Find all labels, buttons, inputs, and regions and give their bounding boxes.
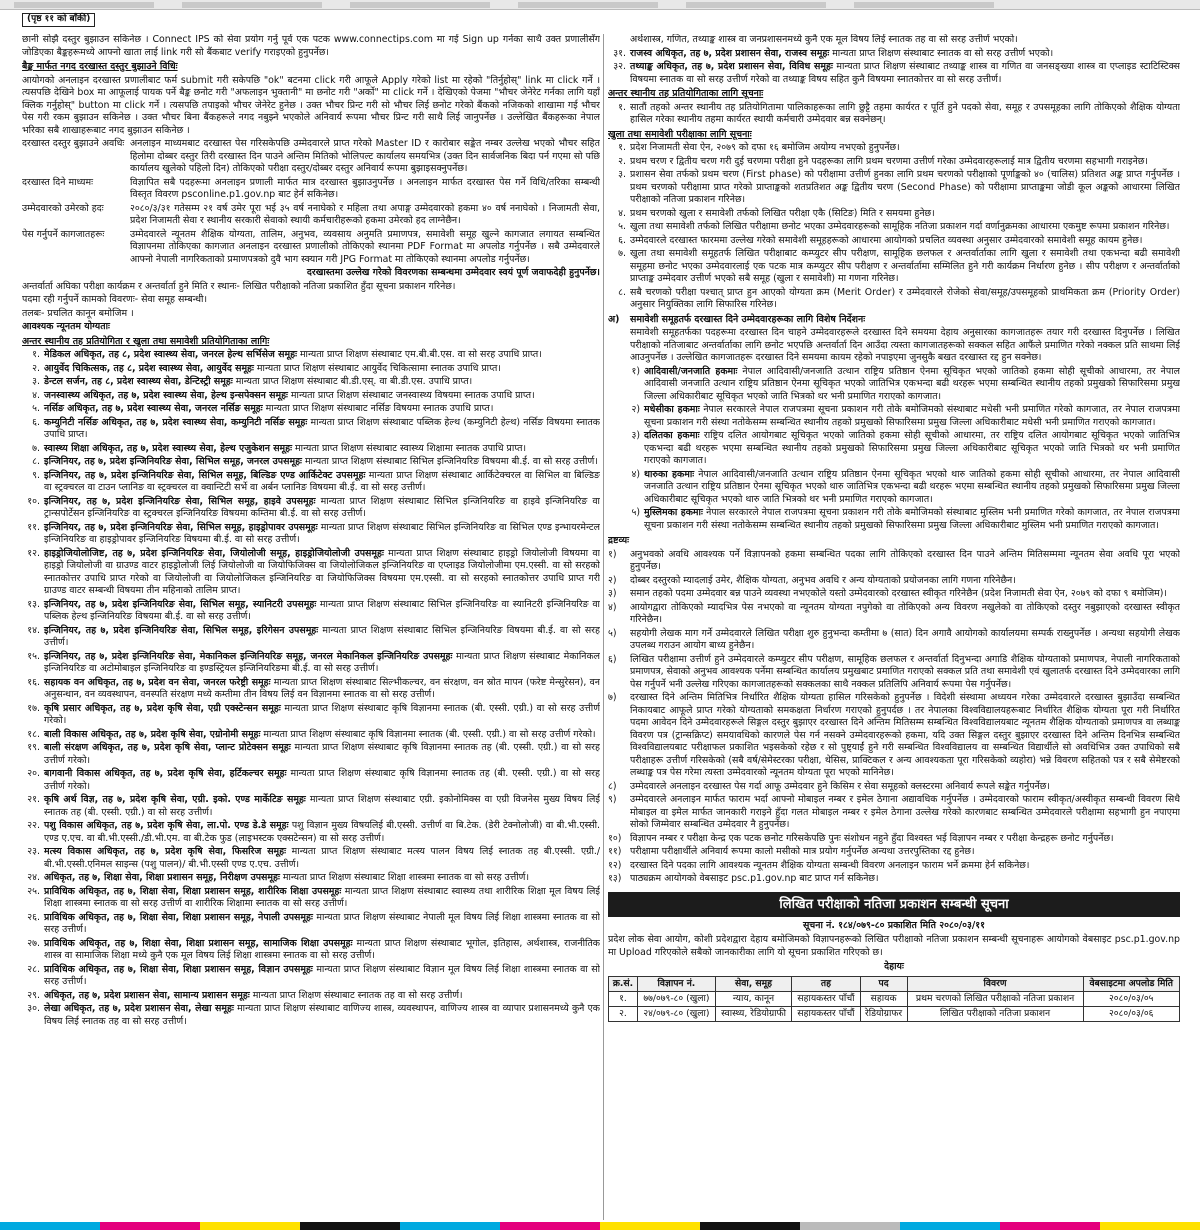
color-swatch bbox=[500, 1222, 600, 1230]
inter-local-heading: अन्तर स्थानीय तह प्रतियोगिताका लागि सूचनाः bbox=[608, 88, 764, 99]
table-cell: सहायकस्तर पाँचौं bbox=[792, 1007, 860, 1022]
color-swatch bbox=[200, 1222, 300, 1230]
results-notice-body: प्रदेश लोक सेवा आयोग, कोशी प्रदेशद्वारा देहाय बमोजिमको विज्ञापनहरूको लिखित परीक्षाको नतिजा प्रकाशन सम्बन्धी सूचनाहरू आयोगको वेबसाइट psc.p1.gov.np मा Upload गरिएकोले सबैको जानकारीका लागि यो सूचना प्रकाशित गरिएको छ। bbox=[608, 934, 1180, 958]
notes-heading: द्रष्टव्यः bbox=[608, 535, 629, 546]
note-item: ७) दरखास्त दिने अन्तिम मितिभित्र निर्धारित शैक्षिक योग्यता हासिल गरिसकेको हुनुपर्नेछ । विदेशी संस्थामा अध्ययन गरेका उम्मेदवारले दरखास्त बुझाउँदा सम्बन्धित निकायबाट आफूले प्राप्त गरेको योग्यताको समकक्षता निर्धारण गराएको हुनुपर्दछ । तर नेपालका विश्वविद्यालयहरूबाट निर्धारित शैक्षिक योग्यता पूरा गरी निर्धारित पदमा आवेदन दिने उम्मेदवारहरूले सिङ्गल दस्तुर बुझाएर दरखास्त दिने अन्तिम मितिसम्म सम्बन्धित विश्वविद्यालयबाट न्यूनतम शैक्षिक योग्यताको प्रमाणपत्र वा लब्धाङ्क विवरण पत्र (ट्रान्सक्रिप्ट) समयावधिको कारणले पेस गर्न नसक्ने उम्मेदवारहरूको हकमा, यदि उक्त सिङ्गल दस्तुर बुझाएर दरखास्त दिने अन्तिम दिनभित्र सम्बन्धित विश्वविद्यालयबाट परीक्षाफल प्रकाशित भइसकेको रहेछ र सो पुष्ट्याईं हुने गरी सम्बन्धित विश्वविद्यालय वा सम्बन्धित विद्यार्थीले सो अवधिभित्र उक्त उपाधिको सबै परीक्षाहरू उत्तीर्ण गरिसकेको (सबै वर्ष/सेमेस्टरका परीक्षा, थेसिस, प्राक्टिकल र अन्य आवश्यकता पूरा गरिसकेको व्यहोरा) भन्ने विवरण सहितको पत्र र सबै सेमेष्टरको लब्धाङ्क पत्र पेस गरेमा त्यस्ता उम्मेदवारको न्यूनतम योग्यता पूरा भएको मानिनेछ। bbox=[608, 692, 1180, 778]
qualification-item: ३१. राजस्व अधिकृत, तह ७, प्रदेश प्रशासन सेवा, राजस्व समूहः मान्यता प्राप्त शिक्षण संस्थाबाट स्नातक वा सो सरह उत्तीर्ण भएको। bbox=[613, 47, 1054, 59]
qualification-item: १६. सहायक वन अधिकृत, तह ७, प्रदेश वन सेवा, जनरल फरेष्ट्री समूहः मान्यता प्राप्त शिक्षण संस्थाबाट सिल्भीकल्चर, वन संरक्षण, वन स्रोत मापन (फरेष्ट मेन्सुरेसन), वन अनुसन्धान, वन व्यवस्थापन, वनस्पति संरक्षण मध्ये कम्तीमा तीन विषय लिई वन विज्ञानमा स्नातक वा सो सरह उत्तीर्ण। bbox=[27, 676, 600, 700]
results-table-header-cell: विज्ञापन नं. bbox=[638, 976, 716, 991]
inclusive-item: ५) मुस्लिमका हकमाः नेपाल सरकारले नेपाल राजपत्रमा सूचना प्रकाशन गरी तोके बमोजिमको संस्थाबाट मुस्लिम भनी प्रमाणित गरेको कागजात, तर नेपाल राजपत्रमा सूचना प्रकाशन गरी संस्था नतोकेसम्म सम्बन्धित स्थानीय तहको प्रमुखको सिफारिसमा प्रमुख जिल्ला अधिकारीबाट मुस्लिम भनी प्रमाणित गराएको कागजात। bbox=[631, 507, 1180, 531]
results-notice-number: सूचना नं. १८४/०७९-८० प्रकाशित मिति २०८०/०३/११ bbox=[802, 919, 986, 931]
results-detail-label: देहायः bbox=[884, 961, 904, 973]
bank-text: आयोगको अनलाइन दरखास्त प्रणालीबाट फर्म submit गरी सकेपछि "ok" बटनमा click गरी आफूले Apply गरेको list मा रहेको "तिर्नुहोस्" link मा click गर्ने । त्यसपछि देखिने box मा आफूलाई पायक पर्ने बैङ्क छनोट गरी "अफलाइन भुक्तानी" मा छनोट गरी "अर्को" मा click गर्ने । देखिएको पेजमा "भौचर जेनेरेट गर्नका लागि यहाँ क्लिक गर्नुहोस्" button मा click गर्ने । त्यसपछि तपाइको भौचर जेनेरेट हुनेछ । उक्त भौचर प्रिन्ट गरी सो भौचर लिई छनोट गरेको बैंकको नजिकको शाखामा गई भौचर पेस गरी रकम बुझाउन सकिनेछ । उक्त भौचर बिना बैंकहरूले नगद नबुझ्ने भएकोले अनिवार्य रूपमा भौचर प्रिन्ट गरी साथै लिई जानुपर्नेछ । उल्लेखित बैंकहरूका नेपाल भरिका सबै शाखाहरूबाट नगद बुझाउन सकिनेछ । bbox=[22, 74, 600, 136]
note-item: १०) विज्ञापन नम्बर र परीक्षा केन्द्र एक पटक छनोट गरिसकेपछि पुनः संशोधन नहुने हुँदा विश्वस्त भई विज्ञापन नम्बर र परीक्षा केन्द्रहरू छनोट गर्नुपर्नेछ। bbox=[608, 832, 1114, 844]
results-table-header-cell: सेवा, समूह bbox=[715, 976, 792, 991]
open-inclusive-item: ३. प्रशासन सेवा तर्फको प्रथम चरण (First phase) को परीक्षामा उत्तीर्ण हुनका लागि प्रथम चरणको परीक्षाको पूर्णाङ्कको ४० (चालिस) प्रतिशत अङ्क प्राप्त गर्नुपर्नेछ । प्रथम चरणको परीक्षामा प्राप्त गरेको प्राप्ताङ्कको शतप्रतिशत अङ्क द्वितीय चरण (Second Phase) को परीक्षामा प्राप्ताङ्कमा जोडी कूल अङ्कको आधारमा लिखित परीक्षाको नतिजा प्रकाशन गरिनेछ। bbox=[618, 169, 1180, 205]
qualification-item: १५. इन्जिनियर, तह ७, प्रदेश इन्जिनियरिङ सेवा, मेकानिकल इन्जिनियरिङ समूह, जनरल मेकानिकल इन्जिनियरिङ उपसमूहः मान्यता प्राप्त शिक्षण संस्थाबाट मेकानिकल इन्जिनियरिङ वा अटोमोबाइल इन्जिनियरिङ वा इण्डस्ट्रियल इन्जिनियरिङमा बी.ई. वा सो सरह उत्तीर्ण। bbox=[27, 650, 600, 674]
open-inclusive-item: २. प्रथम चरण र द्वितीय चरण गरी दुई चरणमा परीक्षा हुने पदहरूका लागि प्रथम चरणमा उत्तीर्ण गरेका उम्मेदवारहरूलाई मात्र द्वितीय चरणमा सहभागी गराइनेछ। bbox=[618, 155, 1148, 167]
qualification-list bbox=[22, 349, 600, 1028]
qualification-item: १८. बाली विकास अधिकृत, तह ७, प्रदेश कृषि सेवा, एग्रोनोमी समूहः मान्यता प्राप्त शिक्षण संस्थाबाट कृषि विज्ञानमा स्नातक (बी. एस्सी. एग्री.) वा सो सरह उत्तीर्ण गरेको। bbox=[27, 728, 596, 740]
table-cell: १. bbox=[609, 992, 638, 1007]
color-swatch bbox=[300, 1222, 400, 1230]
open-inclusive-item: ६. उम्मेदवारले दरखास्त फारममा उल्लेख गरेको समावेशी समूहहरूको आधारमा आयोगको प्रचलित व्यवस्था अनुसार उम्मेदवारको समावेशी समूह कायम हुनेछ। bbox=[618, 234, 1143, 246]
column-divider bbox=[603, 34, 604, 1220]
notes-list bbox=[608, 549, 1180, 886]
color-swatch bbox=[1000, 1222, 1100, 1230]
color-swatch bbox=[900, 1222, 1000, 1230]
inclusive-heading-row: अ) समावेशी समूहतर्फ दरखास्त दिने उम्मेदवारहरूका लागि विशेष निर्देशनः bbox=[608, 313, 1180, 327]
results-table-header-cell: वेबसाइटमा अपलोड मिति bbox=[1083, 976, 1180, 991]
table-cell: न्याय, कानून bbox=[715, 992, 792, 1007]
inter-local-open-heading: अन्तर स्थानीय तह प्रतियोगिता र खुला तथा समावेशी प्रतियोगिताका लागिः bbox=[22, 335, 270, 347]
qualification-item: ३२. तथ्याङ्क अधिकृत, तह ७, प्रदेश प्रशासन सेवा, विविध समूहः मान्यता प्राप्त शिक्षण संस्थाबाट तथ्याङ्क शास्त्र वा गणित वा जनसङ्ख्या शास्त्र वा एप्लाइड स्टाटिस्टिक्स विषयमा स्नातक वा सो सरह उत्तीर्ण गरेको वा तथ्याङ्क विषय सहित कुनै विषयमा स्नातकोत्तर वा सो सरह उत्तीर्ण। bbox=[613, 61, 1180, 85]
note-item: १) अनुभवको अवधि आवश्यक पर्ने विज्ञापनको हकमा सम्बन्धित पदका लागि तोकिएको दरखास्त दिन पाउने अन्तिम मितिसम्ममा न्यूनतम सेवा अवधि पूरा भएको हुनुपर्नेछ। bbox=[608, 548, 1180, 572]
page-continuation-tag: (पृष्ठ ११ को बाँकी) bbox=[22, 13, 95, 27]
qualification-item: ६. कम्युनिटी नर्सिङ अधिकृत, तह ७, प्रदेश स्वास्थ्य सेवा, कम्युनिटी नर्सिङ समूहः मान्यता प्राप्त शिक्षण संस्थाबाट पब्लिक हेल्थ (कम्युनिटी हेल्थ) नर्सिङ विषयमा स्नातक उपाधि प्राप्त। bbox=[32, 416, 600, 440]
qualification-item: ३०. लेखा अधिकृत, तह ७, प्रदेश प्रशासन सेवा, लेखा समूहः मान्यता प्राप्त शिक्षण संस्थाबाट वाणिज्य शास्त्र, व्यवस्थापन, वाणिज्य शास्त्र वा व्यापार प्रशासनमध्ये कुनै एक विषय लिई स्नातक तह वा सो सरह उत्तीर्ण। bbox=[27, 1003, 600, 1027]
qualification-item: २५. प्राविधिक अधिकृत, तह ७, शिक्षा सेवा, शिक्षा प्रशासन समूह, शारीरिक शिक्षा उपसमूहः मान्यता प्राप्त शिक्षण संस्थाबाट स्वास्थ्य तथा शारीरिक शिक्षा मूल विषय लिई शिक्षा शास्त्रमा स्नातक वा सो सरह उत्तीर्ण वा शारीरिक शिक्षामा स्नातक वा सो सरह उत्तीर्ण। bbox=[27, 885, 600, 909]
table-cell: सहायक bbox=[860, 992, 907, 1007]
qualification-item: ३. डेन्टल सर्जन, तह ८, प्रदेश स्वास्थ्य सेवा, डेन्टिस्ट्री समूहः मान्यता प्राप्त शिक्षण संस्थाबाट बी.डी.एस्. वा बी.डी.एस. उपाधि प्राप्त। bbox=[32, 376, 473, 387]
open-inclusive-item: ५. खुला तथा समावेशी तर्फको लिखित परीक्षामा छनोट भएका उम्मेदवारहरूको सामूहिक नतिजा प्रकाशन गर्दा वर्णानुक्रमका आधारमा एकमुष्ट रूपमा प्रकाशन गरिनेछ। bbox=[618, 221, 1170, 232]
table-row bbox=[609, 992, 1180, 1007]
color-swatch bbox=[600, 1222, 700, 1230]
min-qual-heading: आवश्यक न्यूनतम योग्यताः bbox=[22, 321, 110, 332]
qualification-item: २८. प्राविधिक अधिकृत, तह ७, शिक्षा सेवा, शिक्षा प्रशासन समूह, विज्ञान उपसमूहः मान्यता प्राप्त शिक्षण संस्थाबाट विज्ञान मूल विषय लिई शिक्षा शास्त्रमा स्नातक वा सो सरह उत्तीर्ण। bbox=[27, 963, 600, 987]
table-row bbox=[609, 1007, 1180, 1022]
table-cell: २. bbox=[609, 1007, 638, 1022]
qualification-item: २७. प्राविधिक अधिकृत, तह ७, शिक्षा सेवा, शिक्षा प्रशासन समूह, सामाजिक शिक्षा उपसमूहः मान्यता प्राप्त शिक्षण संस्थाबाट भूगोल, इतिहास, अर्थशास्त्र, राजनीतिक शास्त्र वा सामाजिक शिक्षा मध्ये कुनै एक मूल विषय लिई शिक्षा शास्त्रमा स्नातक वा सो सरह उत्तीर्ण। bbox=[27, 937, 600, 961]
table-cell: २०८०/०३/०५ bbox=[1083, 992, 1180, 1007]
qualification-item: १३. इन्जिनियर, तह ७, प्रदेश इन्जिनियरिङ सेवा, सिभिल समूह, स्यानिटरी उपसमूहः मान्यता प्राप्त शिक्षण संस्थाबाट सिभिल इन्जिनियरिङ वा स्यानिटरी इन्जिनियरिङ वा पब्लिक हेल्थ इन्जिनियरिङ विषयमा बी.ई. वा सो सरह उत्तीर्ण। bbox=[27, 598, 600, 622]
qualification-list-cont bbox=[608, 48, 1180, 87]
inclusive-list bbox=[622, 366, 1180, 533]
open-inclusive-item: ४. प्रथम चरणको खुला र समावेशी तर्फको लिखित परीक्षा एकै (सिटिङ) मिति र समयमा हुनेछ। bbox=[618, 207, 935, 219]
qualification-item: १४. इन्जिनियर, तह ७, प्रदेश इन्जिनियरिङ सेवा, सिभिल समूह, इरिगेसन उपसमूहः मान्यता प्राप्त शिक्षण संस्थाबाट सिभिल इन्जिनियरिङ विषयमा बी.ई. वा सो सरह उत्तीर्ण। bbox=[27, 624, 600, 648]
qualification-item: २४. अधिकृत, तह ७, शिक्षा सेवा, शिक्षा प्रशासन समूह, निरीक्षण उपसमूहः मान्यता प्राप्त शिक्षण संस्थाबाट शिक्षा शास्त्रमा स्नातक वा सो सरह उत्तीर्ण। bbox=[27, 872, 530, 883]
open-inclusive-list bbox=[608, 142, 1180, 312]
table-cell: सहायकस्तर पाँचौं bbox=[792, 992, 860, 1007]
results-notice-title: लिखित परीक्षाको नतिजा प्रकाशन सम्बन्धी सूचना bbox=[608, 892, 1180, 917]
color-swatch bbox=[1100, 1222, 1200, 1230]
note-item: १२) दरखास्त दिने पदका लागि आवश्यक न्यूनतम शैक्षिक योग्यता सम्बन्धी विवरण अनलाइन फाराम भर्ने क्रममा हेर्न सकिनेछ। bbox=[608, 859, 1030, 871]
table-cell: २४/०७९-८० (खुला) bbox=[638, 1007, 716, 1022]
note-item: ११) परीक्षामा परीक्षार्थीले अनिवार्य रूपमा कालो मसीको मात्र प्रयोग गर्नुपर्नेछ अन्यथा उत्तरपुस्तिका रद्द हुनेछ। bbox=[608, 846, 975, 857]
left-column bbox=[22, 34, 600, 1222]
qualification-item: १०. इन्जिनियर, तह ७, प्रदेश इन्जिनियरिङ सेवा, सिभिल समूह, हाइवे उपसमूहः मान्यता प्राप्त शिक्षण संस्थाबाट सिभिल इन्जिनियरिङ वा हाइवे इन्जिनियरिङ वा ट्रान्सपोर्टेसन इन्जिनियरिङ वा स्ट्रक्चरल इन्जिनियरिङ विषयमा कम्तिमा बी.ई. वा सो सरह उत्तीर्ण। bbox=[27, 495, 600, 519]
inclusive-intro: समावेशी समूहतर्फका पदहरूमा दरखास्त दिन चाहने उम्मेदवारहरूले दरखास्त दिने समयमा देहाय अनुसारका कागजातहरू तयार गरी दरखास्त दिनुपर्नेछ । लिखित परीक्षाको नतिजाबाट अन्तर्वार्ताका लागि छनोट भएपछि अन्तर्वार्ता दिन आउँदा त्यस्ता कागजातहरूको सक्कल सहित आफैंले प्रमाणित गरेको नक्कल प्रति साथमा लिई आउनुपर्नेछ । उल्लेखित कागजातहरू दरखास्त दिने समयमा कायम रहेको नपाइएमा जुनसुकै बखत दरखास्त रद्द हुन सक्नेछ। bbox=[630, 327, 1180, 363]
note-item: ४) आयोगद्वारा तोकिएको म्यादभित्र पेस नभएको वा न्यूनतम योग्यता नपुगेको वा तोकिएको अन्य विवरण नखुलेको वा तोकिएको दस्तुर नबुझाएको दरखास्त स्वीकृत गरिनेछैन। bbox=[608, 601, 1180, 625]
table-cell: २०८०/०३/०६ bbox=[1083, 1007, 1180, 1022]
results-table-header-cell: विवरण bbox=[907, 976, 1083, 991]
qualification-item: २६. प्राविधिक अधिकृत, तह ७, शिक्षा सेवा, शिक्षा प्रशासन समूह, नेपाली उपसमूहः मान्यता प्राप्त शिक्षण संस्थाबाट नेपाली मूल विषय लिई शिक्षा शास्त्रमा स्नातक वा सो सरह उत्तीर्ण। bbox=[27, 911, 600, 935]
note-item: ५) सहयोगी लेखक माग गर्ने उम्मेदवारले लिखित परीक्षा शुरु हुनुभन्दा कम्तीमा ७ (सात) दिन अगावै आयोगको कार्यालयमा सम्पर्क राख्नुपर्नेछ । अन्यथा सहयोगी लेखक उपलब्ध गराउन आयोग बाध्य हुनेछैन। bbox=[608, 627, 1180, 651]
bank-heading: बैङ्क मार्फत नगद दरखास्त दस्तुर बुझाउने विधिः bbox=[22, 61, 178, 72]
inclusive-item: ४) थारुका हकमाः नेपाल आदिवासी/जनजाति उत्थान राष्ट्रिय प्रतिष्ठान ऐनमा सूचिकृत भएको थारु जातिको हकमा सोही सूचीको आधारमा, तर नेपाल आदिवासी जनजाति उत्थान राष्ट्रिय प्रतिष्ठान ऐनमा सूचिकृत भएको थारु जातिभित्र एकभन्दा बढी थरहरू भएमा सम्बन्धित स्थानीय तहको प्रमुखको सिफारिसमा प्रमुख जिल्ला अधिकारीबाट सूचिकृत भएको थारु जाति भित्रको थर भनी प्रमाणित गराएको कागजात। bbox=[631, 468, 1180, 505]
note-item: २) दोब्बर दस्तुरको म्यादलाई उमेर, शैक्षिक योग्यता, अनुभव अवधि र अन्य योग्यताको प्रयोजनका लागि गणना गरिनेछैन। bbox=[608, 574, 1016, 586]
results-table-header bbox=[609, 976, 1180, 991]
color-swatch bbox=[100, 1222, 200, 1230]
table-cell: प्रथम चरणको लिखित परीक्षाको नतिजा प्रकाशन bbox=[907, 992, 1083, 1007]
note-item: ६) लिखित परीक्षामा उत्तीर्ण हुने उम्मेदवारले कम्प्युटर सीप परीक्षण, सामूहिक छलफल र अन्तर्वार्ता दिनुभन्दा अगाडि शैक्षिक योग्यताको प्रमाणपत्र, नेपाली नागरिकताको प्रमाणपत्र, सेवाको अनुभव आवश्यक पर्नेमा सम्बन्धित कार्यालय प्रमुखबाट प्रमाणित गराएको सक्कल प्रति तथा समावेशी एवं खुलातर्फ दरखास्त दिने उम्मेदवारका लागि पेस गर्नुपर्ने भनी उल्लेख गरिएका कागजातहरूको सक्कलका साथै नक्कल प्रतिलिपि अनिवार्य रूपमा पेस गर्नुपर्नेछ। bbox=[608, 653, 1180, 690]
qualification-item: २१. कृषि अर्थ विज्ञ, तह ७, प्रदेश कृषि सेवा, एग्री. इको. एण्ड मार्केटिङ समूहः मान्यता प्राप्त शिक्षण संस्थाबाट एग्री. इकोनोमिक्स वा एग्री विजनेस मुख्य विषय लिई स्नातक तह (बी. एस्सी. एग्री.) वा सो सरह उत्तीर्ण। bbox=[27, 794, 600, 818]
right-column bbox=[608, 34, 1180, 1222]
table-cell: ७७/०७९-८० (खुला) bbox=[638, 992, 716, 1007]
kv-row: पेस गर्नुपर्ने कागजातहरूः उम्मेदवारले न्यूनतम शैक्षिक योग्यता, तालिम, अनुभव, व्यवसाय अनुमति प्रमाणपत्र, समावेशी समूह खुल्ने कागजात लगायत सम्बन्धित विज्ञापनमा तोकिएका कागजात अनलाइन दरखास्त प्रणालीको तोकिएको स्थानमा PDF Format मा अपलोड गर्नुपर्नेछ । सबै उम्मेदवारले आफ्नो नेपाली नागरिकताको प्रमाणपत्रको दुवै भाग स्क्यान गरी JPG Format मा तोकिएको स्थानमा अपलोड गर्नुपर्नेछ। bbox=[22, 228, 600, 265]
open-inclusive-item: १. प्रदेश निजामती सेवा ऐन, २०७९ को दफा १६ बमोजिम अयोग्य नभएको हुनुपर्नेछ। bbox=[618, 142, 900, 153]
results-table bbox=[608, 976, 1180, 1023]
open-inclusive-item: ७. खुला तथा समावेशी समूहतर्फ लिखित परीक्षाबाट कम्प्युटर सीप परीक्षण, सामूहिक छलफल र अन्तर्वार्ताका लागि खुला र समावेशी तथा एकभन्दा बढी समावेशी समूहमा छनोट भएका उम्मेदवारलाई एक पटक मात्र कम्प्युटर सीप परीक्षण र अन्तर्वार्तामा सम्मिलित हुने गरी कार्यक्रम निर्धारण हुनेछ । सीप परीक्षण र अन्तर्वार्ताको प्राप्ताङ्क उम्मेदवार उत्तीर्ण भएको सबै समूह (खुला र समावेशी) मा गणना गरिनेछ। bbox=[618, 248, 1180, 284]
inclusive-item: १) आदिवासी/जनजाति हकमाः नेपाल आदिवासी/जनजाति उत्थान राष्ट्रिय प्रतिष्ठान ऐनमा सूचिकृत भएको जातिको हकमा सोही सूचीको आधारमा, तर नेपाल आदिवासी जनजाति उत्थान राष्ट्रिय प्रतिष्ठान ऐनमा सूचिकृत भएको जातिभित्र एकभन्दा बढी थरहरू भएमा सम्बन्धित स्थानीय तहको प्रमुखको सिफारिसमा प्रमुख जिल्ला अधिकारीबाट सूचिकृत भएको जाति भित्रको थर भनी प्रमाणित गराएको कागजात। bbox=[631, 365, 1180, 402]
responsibility-note: दरखास्तमा उल्लेख गरेको विवरणका सम्बन्धमा उम्मेदवार स्वयं पूर्ण जवाफदेही हुनुपर्नेछ। bbox=[306, 267, 600, 278]
table-cell: लिखित परीक्षाको नतिजा प्रकाशन bbox=[907, 1007, 1083, 1022]
qualification-item: ४. जनस्वास्थ्य अधिकृत, तह ७, प्रदेश स्वास्थ्य सेवा, हेल्थ इन्सपेक्सन समूहः मान्यता प्राप्त शिक्षण संस्थाबाट जनस्वास्थ्य विषयमा स्नातक उपाधि प्राप्त। bbox=[32, 389, 535, 401]
open-inclusive-heading: खुला तथा समावेशी परीक्षाका लागि सूचनाः bbox=[608, 128, 752, 140]
color-swatch bbox=[0, 1222, 100, 1230]
inclusive-item: २) मधेसीका हकमाः नेपाल सरकारले नेपाल राजपत्रमा सूचना प्रकाशन गरी तोके बमोजिमको संस्थाबाट मधेसी भनी प्रमाणित गरेको कागजात, तर नेपाल राजपत्रमा सूचना प्रकाशन गरी संस्था नतोकेसम्म सम्बन्धित स्थानीय तहको प्रमुखको सिफारिसमा प्रमुख जिल्ला अधिकारीबाट मधेसी भनी प्रमाणित गराएको कागजात। bbox=[631, 404, 1180, 428]
qualification-item: ७. स्वास्थ्य शिक्षा अधिकृत, तह ७, प्रदेश स्वास्थ्य सेवा, हेल्थ एजुकेशन समूहः मान्यता प्राप्त शिक्षण संस्थाबाट स्वास्थ्य शिक्षामा स्नातक उपाधि प्राप्त। bbox=[32, 442, 527, 454]
inclusive-item: ३) दलितका हकमाः राष्ट्रिय दलित आयोगबाट सूचिकृत भएको जातिको हकमा सोही सूचीको आधारमा, तर राष्ट्रिय दलित आयोगबाट सूचिकृत भएको जातिभित्र एकभन्दा बढी थरहरू भएमा सम्बन्धित स्थानीय तहको प्रमुखको सिफारिसमा प्रमुख जिल्ला अधिकारीबाट सूचिकृत भएको जाति भित्रको थर भनी प्रमाणित गराएको कागजात। bbox=[631, 430, 1180, 466]
inter-local-list bbox=[608, 102, 1180, 127]
qualification-item: १. मेडिकल अधिकृत, तह ८, प्रदेश स्वास्थ्य सेवा, जनरल हेल्थ सर्भिसेज समूहः मान्यता प्राप्त शिक्षण संस्थाबाट एम.बी.बी.एस. वा सो सरह उपाधि प्राप्त। bbox=[32, 349, 542, 360]
kv-row: दरखास्त दिने माध्यमः विज्ञापित सबै पदहरूमा अनलाइन प्रणाली मार्फत मात्र दरखास्त बुझाउनुपर्नेछ । अनलाइन मार्फत दरखास्त पेस गर्ने विधि/तरिका सम्बन्धी विस्तृत विवरण psconline.p1.gov.np बाट हेर्न सकिनेछ। bbox=[22, 176, 600, 200]
note-item: १३) पाठ्यक्रम आयोगको वेबसाइट psc.p1.gov.np बाट प्राप्त गर्न सकिनेछ। bbox=[608, 873, 879, 884]
note-item: ८) उम्मेदवारले अनलाइन दरखास्त पेस गर्दा आफू उम्मेदवार हुने किसिम र सेवा समूहको क्लस्टरमा अनिवार्य रूपले सङ्केत गर्नुपर्नेछ। bbox=[608, 780, 1050, 792]
print-color-bar bbox=[0, 1222, 1200, 1230]
salary-line: तलबः- प्रचलित कानून बमोजिम । bbox=[22, 307, 134, 319]
color-swatch bbox=[800, 1222, 900, 1230]
qualification-item: २०. बागवानी विकास अधिकृत, तह ७, प्रदेश कृषि सेवा, हर्टिकल्चर समूहः मान्यता प्राप्त शिक्षण संस्थाबाट कृषि विज्ञानमा स्नातक तह (बी. एस्सी. एग्री.) वा सो सरह उत्तीर्ण गरेको। bbox=[27, 768, 600, 792]
continued-item: अर्थशास्त्र, गणित, तथ्याङ्क शास्त्र वा जनप्रशासनमध्ये कुनै एक मूल विषय लिई स्नातक तह वा सो सरह उत्तीर्ण भएको। bbox=[630, 34, 1018, 45]
qualification-item: ९. इन्जिनियर, तह ७, प्रदेश इन्जिनियरिङ सेवा, सिभिल समूह, बिल्डिङ एण्ड आर्किटेक्ट उपसमूहः मान्यता प्राप्त शिक्षण संस्थाबाट आर्किटेक्चरल वा सिभिल वा बिल्डिङ वा स्ट्रक्चरल वा टाउन प्लानिङ वा स्ट्रक्चरल वा क्वान्टिटी सर्भे वा अर्बन प्लानिङ विषयमा बी.ई. वा सो सरह उत्तीर्ण। bbox=[32, 469, 600, 493]
note-item: ९) उम्मेदवारले अनलाइन मार्फत फाराम भर्दा आफ्नो मोबाइल नम्बर र इमेल ठेगाना अद्यावधिक गर्नुपर्नेछ । उम्मेदवारको फाराम स्वीकृत/अस्वीकृत सम्बन्धी विवरण सिधै मोबाइल वा इमेल मार्फत जानकारी गराइने हुँदा गलत मोबाइल नम्बर र इमेल ठेगाना उल्लेख गरेको कारणबाट सम्बन्धित उम्मेदवारले परीक्षामा सहभागी हुन नपाएमा सोको जिम्मेवार सम्बन्धित उम्मेदवार नै हुनुपर्नेछ। bbox=[608, 794, 1180, 830]
work-line: पदमा रही गर्नुपर्ने कामको विवरणः- सेवा समूह सम्बन्धी। bbox=[22, 294, 208, 305]
table-cell: स्वास्थ्य, रेडियोग्राफी bbox=[715, 1007, 792, 1022]
qualification-item: २२. पशु विकास अधिकृत, तह ७, प्रदेश कृषि सेवा, ला.पो. एण्ड डे.डे समूहः पशु विज्ञान मुख्य विषयलिई बी.एस्सी. उत्तीर्ण वा बि.टेक. (डेरी टेक्नोलोजी) वा बी.भी.एस्सी. एण्ड ए.एच. वा बी.भी.एस्सी./डी.भी.एम. वा बी.टेक फुड (लाइभस्टक एक्सटेन्सन) वा सो सरह उत्तीर्ण। bbox=[27, 820, 600, 844]
results-table-header-cell: तह bbox=[792, 976, 860, 991]
qualification-item: ५. नर्सिङ अधिकृत, तह ७, प्रदेश स्वास्थ्य सेवा, जनरल नर्सिङ समूहः मान्यता प्राप्त शिक्षण संस्थाबाट नर्सिङ विषयमा स्नातक उपाधि प्राप्त। bbox=[32, 403, 494, 414]
color-swatch bbox=[700, 1222, 800, 1230]
qualification-item: १९. बाली संरक्षण अधिकृत, तह ७, प्रदेश कृषि सेवा, प्लान्ट प्रोटेक्सन समूहः मान्यता प्राप्त शिक्षण संस्थाबाट कृषि विज्ञानमा स्नातक तह (बी. एस्सी. एग्री.) वा सो सरह उत्तीर्ण गरेको। bbox=[27, 742, 600, 766]
results-table-header-cell: क्र.सं. bbox=[609, 976, 638, 991]
qualification-item: २. आयुर्वेद चिकित्सक, तह ८, प्रदेश स्वास्थ्य सेवा, आयुर्वेद समूहः मान्यता प्राप्त शिक्षण संस्थाबाट आयुर्वेद चिकित्सामा स्नातक उपाधि प्राप्त। bbox=[32, 362, 501, 374]
results-table-header-cell: पद bbox=[860, 976, 907, 991]
note-item: ३) समान तहको पदमा उम्मेदवार बन्न पाउने व्यवस्था नभएकोले यस्तो उम्मेदवारको दरखास्त स्वीकृत गरिनेछैन (प्रदेश निजामती सेवा ऐन, २०७९ को दफा ९ बमोजिम)। bbox=[608, 588, 1167, 599]
color-swatch bbox=[400, 1222, 500, 1230]
interview-line: अन्तर्वार्ता अघिका परीक्षा कार्यक्रम र अन्तर्वार्ता हुने मिति र स्थानः- लिखित परीक्षाको नतिजा प्रकाशित हुँदा सूचना प्रकाशन गरिनेछ। bbox=[22, 280, 456, 292]
inter-local-item: १. सातौं तहको अन्तर स्थानीय तह प्रतियोगितामा पालिकाहरूका लागि छुट्टै तहमा कार्यरत र पूर्ति हुने पदको सेवा, समूह र उपसमूहका लागि तोकिएको शैक्षिक योग्यता हासिल गरेका स्थानीय तहमा कार्यरत स्थायी कर्मचारी उम्मेदवार बन्न सक्नेछन्। bbox=[618, 101, 1180, 125]
qualification-item: १२. हाइड्रोजियोलोजिष्ट, तह ७, प्रदेश इन्जिनियरिङ सेवा, जियोलोजी समूह, हाइड्रोजियोलोजी उपसमूहः मान्यता प्राप्त शिक्षण संस्थाबाट हाइड्रो जियोलोजी विषयमा वा हाइड्रो जियोलोजी वा ग्राउण्ड वाटर हाइड्रोलोजी लिई जियोलोजी वा जियोफिजिक्स वा जियोलोजिकल इन्जिनियरिङ वा एप्लाइड जियोलोजीमा एम.एस्सी. वा सो सरहको स्नातकोत्तर उपाधि प्राप्त गरेको वा जियोलोजी वा जियोलोजिकल इन्जिनियरिङ वा जियोफिजिक्स विषयमा एम.एस्सी. वा सो सरहको स्नातकोत्तर उपाधि प्राप्त गरी ग्राउण्ड वाटर सम्बन्धी विषयमा तीन महिनाको तालिम प्राप्त। bbox=[27, 547, 600, 596]
connectips-intro: छानी सोझै दस्तुर बुझाउन सकिनेछ । Connect IPS को सेवा प्रयोग गर्नु पूर्व एक पटक www.connectips.com मा गई Sign up गर्नका साथै उक्त प्रणालीसँग जोडिएका बैङ्कहरूमध्ये आफ्नो खाता लाई link गरी सो बैंकबाट verify गराइएको हुनुपर्नेछ। bbox=[22, 34, 600, 58]
qualification-item: २९. अधिकृत, तह ७, प्रदेश प्रशासन सेवा, सामान्य प्रशासन समूहः मान्यता प्राप्त शिक्षण संस्थाबाट स्नातक तह वा सो सरह उत्तीर्ण। bbox=[27, 989, 463, 1001]
qualification-item: १७. कृषि प्रसार अधिकृत, तह ७, प्रदेश कृषि सेवा, एग्री एक्स्टेन्सन समूहः मान्यता प्राप्त शिक्षण संस्थाबाट कृषि विज्ञानमा स्नातक (बी. एस्सी. एग्री.) वा सो सरह उत्तीर्ण गरेको। bbox=[27, 702, 600, 726]
kv-row: उम्मेदवारको उमेरको हदः २०८०/३/३१ गतेसम्म २१ वर्ष उमेर पूरा भई ३५ वर्ष ननाघेको र महिला तथा अपाङ्ग उम्मेदवारको हकमा ४० वर्ष ननाघेको । निजामती सेवा, प्रदेश निजामती सेवा र स्थानीय सरकारी सेवाको स्थायी कर्मचारीहरूको हकमा उमेरको हद लाग्नेछैन। bbox=[22, 202, 600, 226]
inclusive-heading: समावेशी समूहतर्फ दरखास्त दिने उम्मेदवारहरूका लागि विशेष निर्देशनः bbox=[630, 313, 866, 325]
qualification-item: ८. इन्जिनियर, तह ७, प्रदेश इन्जिनियरिङ सेवा, सिभिल समूह, जनरल उपसमूहः मान्यता प्राप्त शिक्षण संस्थाबाट सिभिल इन्जिनियरिङ विषयमा बी.ई. वा सो सरह उत्तीर्ण। bbox=[32, 456, 598, 467]
top-cropped-strip bbox=[0, 0, 1200, 10]
open-inclusive-item: ८. सबै चरणको परीक्षा पश्चात् प्राप्त हुन आएको योग्यता क्रम (Merit Order) र उम्मेदवारले रोजेको सेवा/समूह/उपसमूहको प्राथमिकता क्रम (Priority Order) अनुसार नियुक्तिका लागि सिफारिस गरिनेछ। bbox=[618, 286, 1180, 310]
kv-row: दरखास्त दस्तुर बुझाउने अवधिः अनलाइन माध्यमबाट दरखास्त पेस गरिसकेपछि उम्मेदवारले प्राप्त गरेको Master ID र कारोबार सङ्केत नम्बर उल्लेख भएको भौचर सहित हिलोमा दोब्बर दस्तुर तिरी दरखास्त दिन पाउने अन्तिम मितिको भोलिपल्ट कार्यालय समयभित्र (उक्त दिन सार्वजनिक बिदा पर्न गएमा सो पछि कार्यालय खुलेको पहिलो दिन) तोकिएको परीक्षा दस्तुर/दोब्बर दस्तुर अनिवार्य रूपमा बुझाइसक्नुपर्नेछ। bbox=[22, 138, 600, 174]
kv-list bbox=[22, 138, 600, 266]
qualification-item: २३. मत्स्य विकास अधिकृत, तह ७, प्रदेश कृषि सेवा, फिसरिज समूहः मान्यता प्राप्त शिक्षण संस्थाबाट मत्स्य पालन विषय लिई स्नातक तह बी.एस्सी. एग्री./ बी.भी.एस्सी.एनिमल साइन्स (पशु पालन)/ बी.भी.एस्सी एण्ड ए.एच. उत्तीर्ण। bbox=[27, 846, 600, 870]
qualification-item: ११. इन्जिनियर, तह ७, प्रदेश इन्जिनियरिङ सेवा, सिभिल समूह, हाइड्रोपावर उपसमूहः मान्यता प्राप्त शिक्षण संस्थाबाट सिभिल इन्जिनियरिङ वा सिभिल एण्ड इन्भायरमेन्टल इन्जिनियरिङ वा हाइड्रोपावर इन्जिनियरिङ विषयमा बी.ई. वा सो सरह उत्तीर्ण। bbox=[27, 521, 600, 545]
table-cell: रेडियोग्राफर bbox=[860, 1007, 907, 1022]
